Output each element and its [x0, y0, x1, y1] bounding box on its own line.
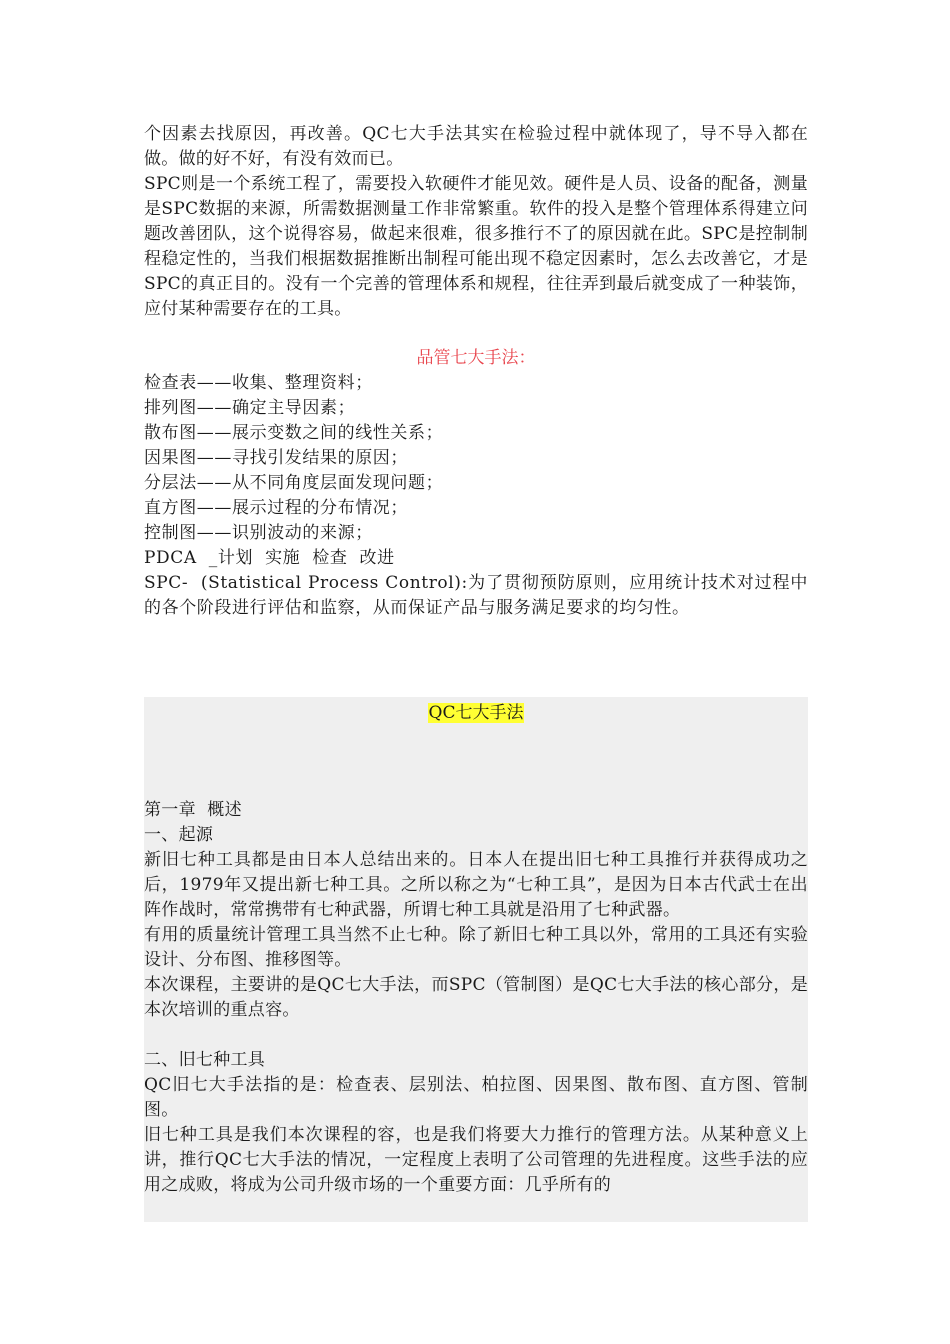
section-title: [144, 697, 808, 726]
chapter-heading: 第一章 概述: [144, 800, 242, 820]
list-item: SPC- (Statistical Process Control):为了贯彻预防原则，应用统计技术对过程中的各个阶段进行评估和监察，从而保证产品与服务满足要求的均匀性。: [144, 573, 808, 618]
list-item: 控制图——识别波动的来源；: [144, 523, 373, 543]
list-item: 检查表——收集、整理资料；: [144, 373, 373, 393]
spacer: [144, 1023, 808, 1048]
highlighted-title: QC七大手法: [428, 703, 524, 723]
list-item: 因果图——寻找引发结果的原因；: [144, 448, 408, 468]
list-item: 排列图——确定主导因素；: [144, 398, 356, 418]
section-heading-red: 品管七大手法：: [416, 348, 536, 368]
list-item: 散布图——展示变数之间的线性关系；: [144, 423, 444, 443]
paragraph: 本次课程，主要讲的是QC七大手法，而SPC（管制图）是QC七大手法的核心部分，是本次培训的重点容。: [144, 975, 808, 1020]
list-item: 直方图——展示过程的分布情况；: [144, 498, 408, 518]
paragraph: 旧七种工具是我们本次课程的容，也是我们将要大力推行的管理方法。从某种意义上讲，推行QC七大手法的情况，一定程度上表明了公司管理的先进程度。这些手法的应用之成败，将成为公司升级市场的一个重要方面：几乎所有的: [144, 1125, 808, 1195]
list-item: 分层法——从不同角度层面发现问题；: [144, 473, 444, 493]
methods-list: [144, 371, 808, 621]
section-body: [144, 726, 808, 1198]
list-item: PDCA _计划 实施 检查 改进: [144, 548, 395, 568]
paragraph: QC旧七大手法指的是：检查表、层别法、柏拉图、因果图、散布图、直方图、管制图。: [144, 1075, 808, 1120]
paragraph: 新旧七种工具都是由日本人总结出来的。日本人在提出旧七种工具推行并获得成功之后，1979年又提出新七种工具。之所以称之为“七种工具”，是因为日本古代武士在出阵作战时，常常携带有七种武器，所谓七种工具就是沿用了七种武器。: [144, 850, 808, 920]
subheading: 二、旧七种工具: [144, 1050, 266, 1070]
subheading: 一、起源: [144, 825, 214, 845]
paragraph: 有用的质量统计管理工具当然不止七种。除了新旧七种工具以外，常用的工具还有实验设计、分布图、推移图等。: [144, 925, 808, 970]
intro-paragraph: SPC则是一个系统工程了，需要投入软硬件才能见效。硬件是人员、设备的配备，测量是SPC数据的来源，所需数据测量工作非常繁重。软件的投入是整个管理体系得建立问题改善团队，这个说得容易，做起来很难，很多推行不了的原因就在此。SPC是控制制程稳定性的，当我们根据数据推断出制程可能出现不稳定因素时，怎么去改善它，才是SPC的真正目的。没有一个完善的管理体系和规程，往往弄到最后就变成了一种装饰，应付某种需要存在的工具。: [144, 174, 808, 319]
document-body: [144, 122, 808, 621]
intro-paragraph: 个因素去找原因，再改善。QC七大手法其实在检验过程中就体现了，导不导入都在做。做的好不好，有没有效而已。: [144, 124, 808, 169]
shaded-section: [144, 697, 808, 1222]
